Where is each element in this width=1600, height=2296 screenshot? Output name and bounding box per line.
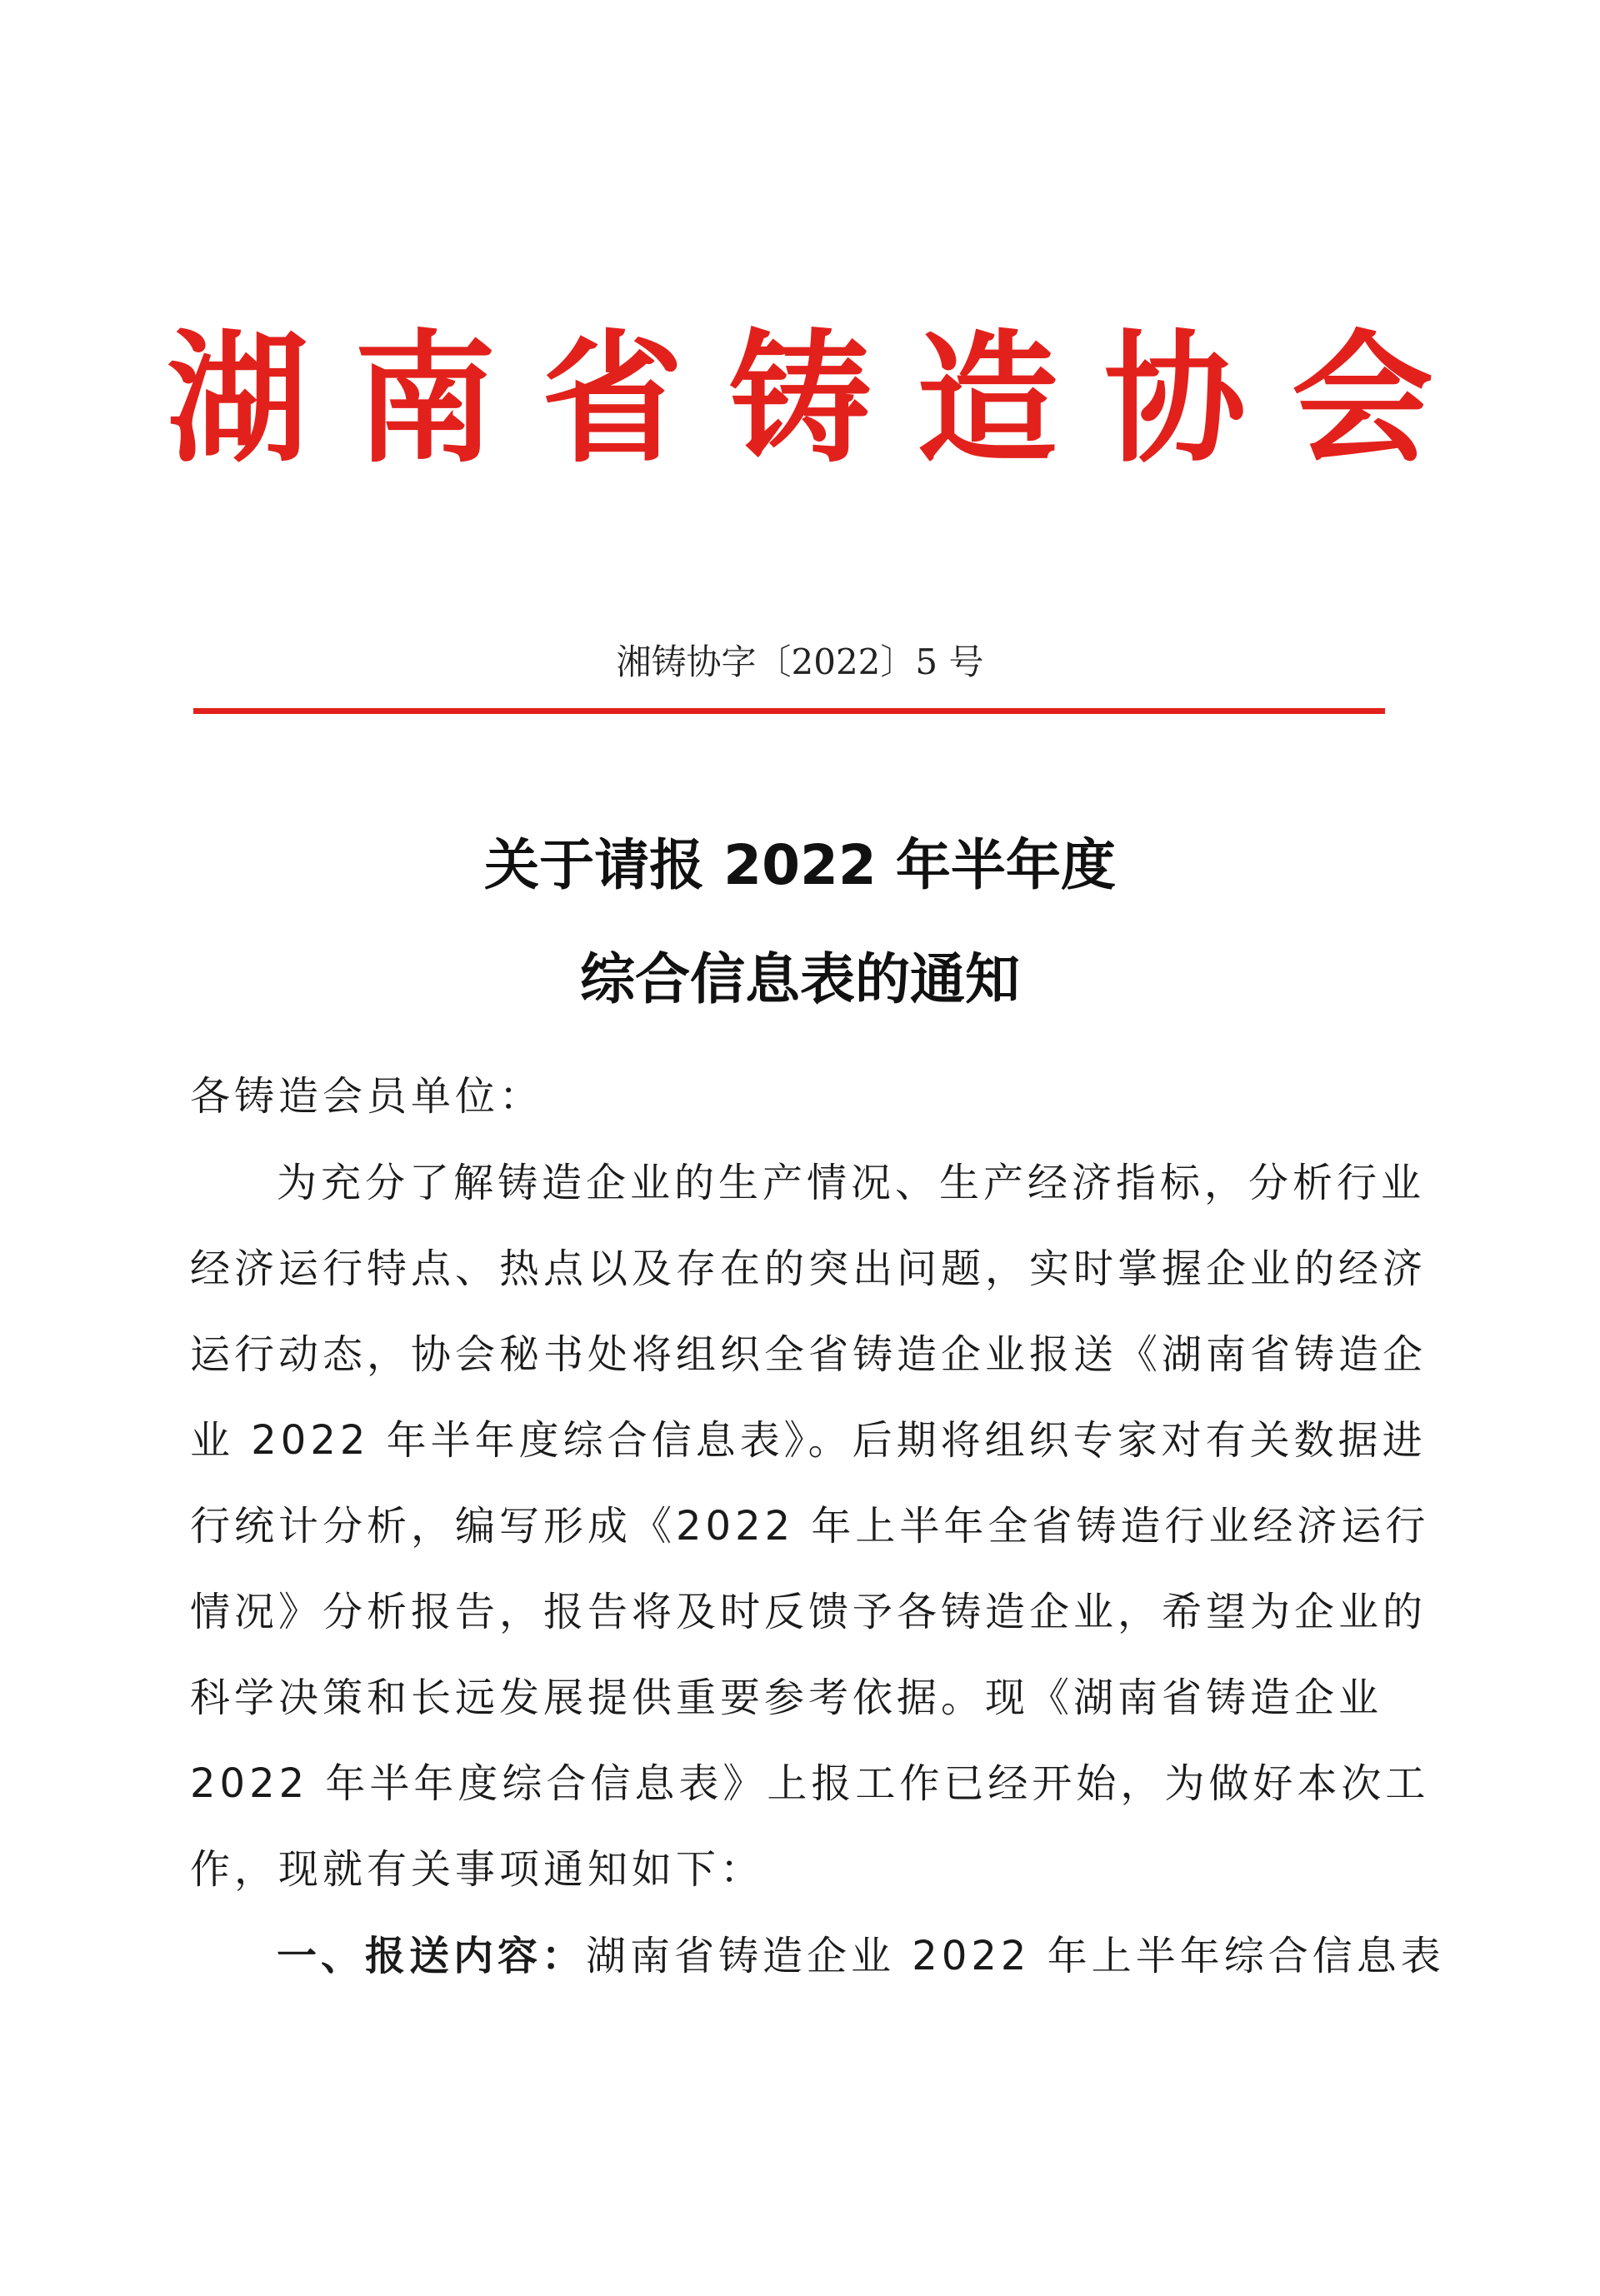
section-1-text: 湖南省铸造企业 2022 年上半年综合信息表	[586, 1933, 1445, 1979]
notice-title-line2: 综合信息表的通知	[580, 947, 1020, 1011]
document-number: 湘铸协字〔2022〕5 号	[616, 641, 984, 682]
org-name-char: 南	[353, 317, 496, 482]
org-name-char: 协	[1103, 317, 1246, 482]
paragraph-line: 业 2022 年半年度综合信息表》。后期将组织专家对有关数据进	[190, 1417, 1427, 1464]
salutation: 各铸造会员单位：	[190, 1073, 544, 1120]
paragraph-line: 经济运行特点、热点以及存在的突出问题，实时掌握企业的经济	[190, 1245, 1428, 1292]
org-name-header	[167, 304, 1433, 496]
paragraph-line: 为充分了解铸造企业的生产情况、生产经济指标，分析行业	[277, 1160, 1426, 1206]
red-divider-line	[193, 708, 1385, 714]
org-name-char: 湖	[167, 317, 309, 482]
paragraph-line: 2022 年半年度综合信息表》上报工作已经开始，为做好本次工	[190, 1760, 1430, 1807]
paragraph-line: 行统计分析，编写形成《2022 年上半年全省铸造行业经济运行	[190, 1503, 1430, 1550]
org-name-char: 铸	[728, 317, 871, 482]
paragraph-line: 科学决策和长远发展提供重要参考依据。现《湖南省铸造企业	[190, 1675, 1383, 1721]
org-name-char: 会	[1291, 317, 1433, 482]
notice-title-line1: 关于请报 2022 年半年度	[484, 833, 1116, 897]
section-1-label: 一、报送内容：	[277, 1933, 587, 1979]
paragraph-line: 情况》分析报告，报告将及时反馈予各铸造企业，希望为企业的	[190, 1589, 1428, 1635]
org-name-char: 省	[541, 317, 683, 482]
org-name-char: 造	[916, 317, 1058, 482]
section-1-line	[277, 1931, 1502, 1981]
paragraph-line: 运行动态，协会秘书处将组织全省铸造企业报送《湖南省铸造企	[190, 1331, 1428, 1378]
paragraph-line: 作，现就有关事项通知如下：	[190, 1846, 765, 1893]
